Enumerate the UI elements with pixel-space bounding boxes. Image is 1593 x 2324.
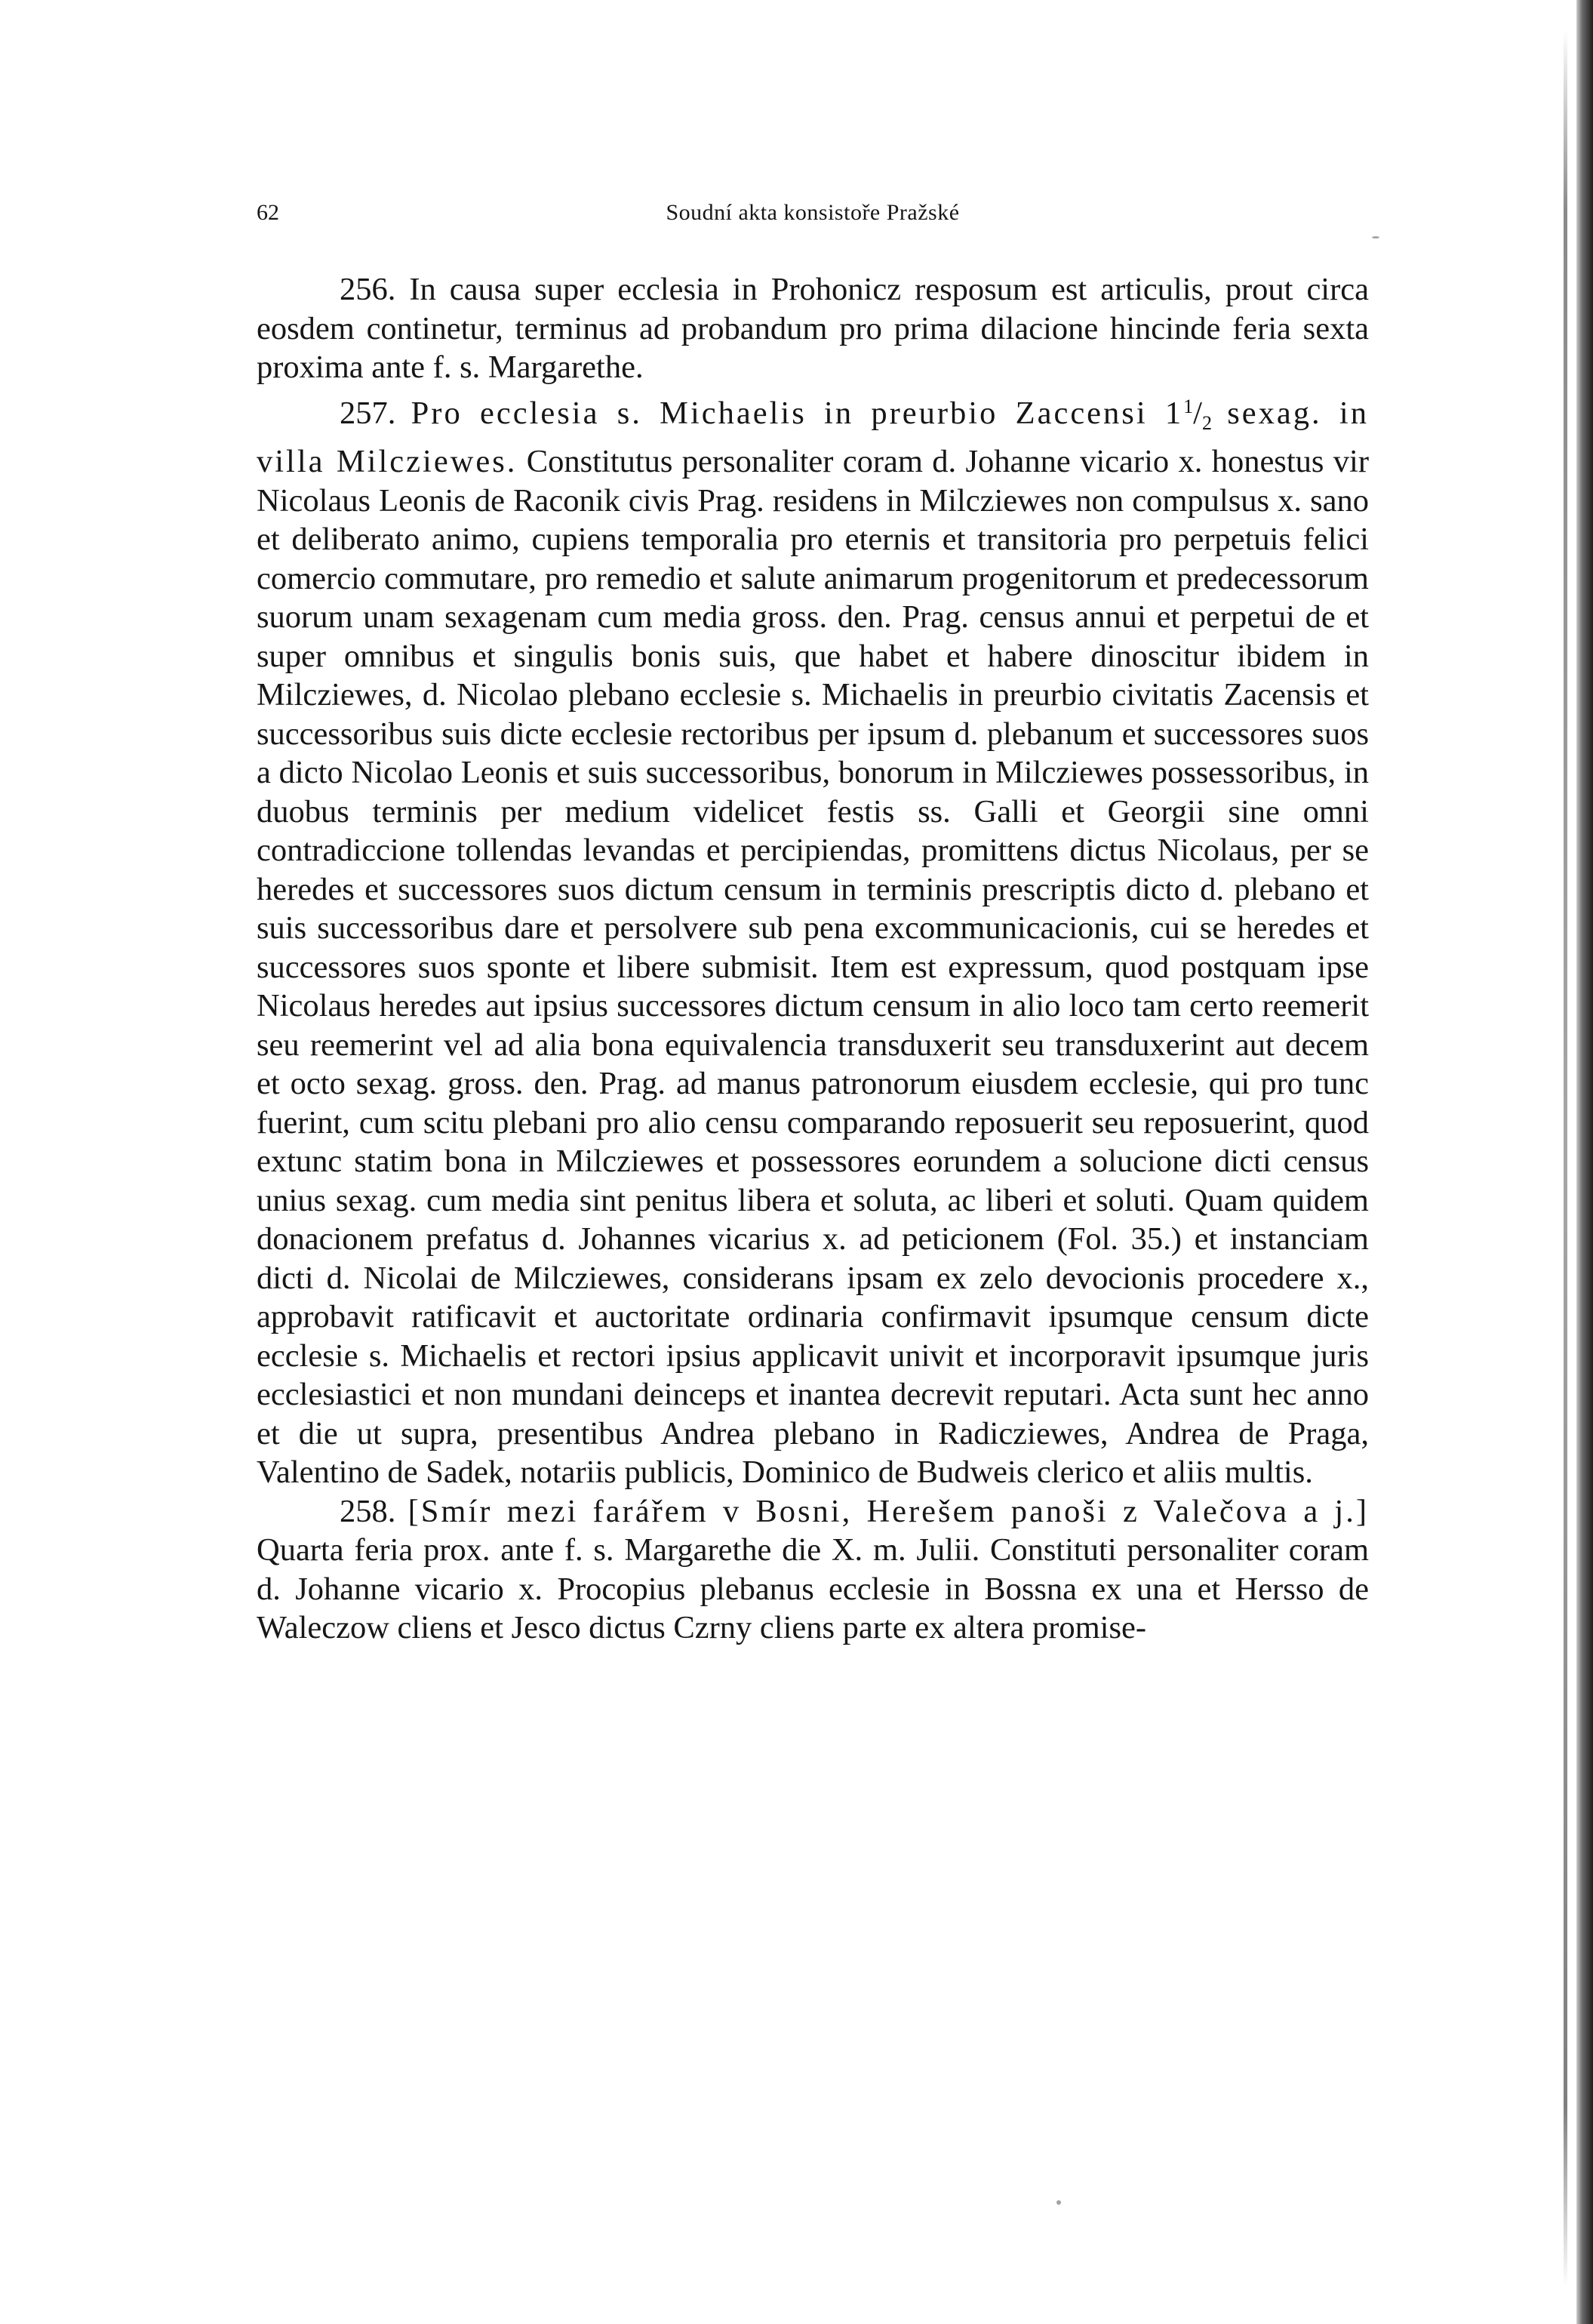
header-title: Soudní akta konsistoře Pražské: [666, 200, 960, 225]
entry-heading-continued: sexag. in villa Milcziewes.: [257, 395, 1369, 479]
entry-number: 256.: [340, 272, 396, 307]
entry-258: [257, 1492, 1369, 1648]
entry-number: 257.: [340, 395, 396, 431]
scan-binding-shadow: [1564, 30, 1567, 2287]
entry-text: Constitutus personaliter coram d. Johanne vicario x. honestus vir Nicolaus Leonis de Raconik civis Prag. residens in Milcziewes non compulsus x. sano et deliberato animo, cupiens temporalia pro eternis et transitoria pro perpetuis felici comercio commutare, pro remedio et salute animarum progenitorum et predecessorum suorum unam sexagenam cum media gross. den. Prag. census annui et perpetui de et super omnibus et singulis bonis suis, que habet et habere dinoscitur ibidem in Milcziewes, d. Nicolao plebano ecclesie s. Michaelis in preurbio civitatis Zacensis et successoribus suis dicte ecclesie rectoribus per ipsum d. plebanum et successores suos a dicto Nicolao Leonis et suis successoribus, bonorum in Milcziewes possessoribus, in duobus terminis per medium videlicet festis ss. Galli et Georgii sine omni contradiccione tollendas levandas et percipiendas, promittens dictus Nicolaus, per se heredes et successores suos dictum censum in terminis prescriptis dicto d. plebano et suis successoribus dare et persolvere sub pena excommunicacionis, cui se heredes et successores suos sponte et libere submisit. Item est expressum, quod postquam ipse Nicolaus heredes aut ipsius successores dictum censum in alio loco tam certo reemerit seu reemerint vel ad alia bona equivalencia transduxerit seu transduxerint aut decem et octo sexag. gross. den. Prag. ad manus patronorum eiusdem ecclesie, qui pro tunc fuerint, cum scitu plebani pro alio censu comparando reposuerit seu reposuerint, quod extunc statim bona in Milcziewes et possessores eorundem a solucione dicti census unius sexag. cum media sint penitus libera et soluta, ac liberi et soluti. Quam quidem donacionem prefatus d. Johannes vicarius x. ad peticionem (Fol. 35.) et instanciam dicti d. Nicolai de Milcziewes, considerans ipsam ex zelo devocionis procedere x., approbavit ratificavit et auctoritate ordinaria confirmavit ipsumque censum dicte ecclesie s. Michaelis et rectori ipsius applicavit univit et incorporavit ipsumque juris ecclesiastici et non mundani deinceps et inantea decrevit reputari. Acta sunt hec anno et die ut supra, presentibus Andrea plebano in Radicziewes, Andrea de Praga, Valentino de Sadek, notariis publicis, Dominico de Budweis clerico et aliis multis.: [257, 444, 1370, 1490]
entry-heading: [Smír mezi farářem v Bosni, Herešem panoši z Valečova a j.]: [407, 1493, 1370, 1529]
page-number: 62: [257, 200, 279, 225]
fraction-denominator: 2: [1201, 411, 1212, 434]
entry-256: [257, 270, 1369, 387]
scan-speck: [1372, 236, 1379, 239]
body-text: [257, 270, 1369, 1648]
scan-border-edge: [1576, 0, 1593, 2324]
entry-text: Quarta feria prox. ante f. s. Margarethe die X. m. Julii. Constituti personaliter coram d. Johanne vicario x. Procopius plebanus ecclesie in Bossna ex una et Hersso de Waleczow cliens et Jesco dictus Czrny cliens parte ex altera promise-: [257, 1532, 1369, 1645]
entry-number: 258.: [340, 1493, 396, 1529]
entry-257: 257. Pro ecclesia s. Michaelis in preurbio Zaccensi $1^1/2$ sexag. in villa Milcziewes. Constitutus personaliter coram d. Johanne vicario x. honestus vir Nicolaus Leonis de Raconik civis Prag. residens in Milcziewes non compulsus x. sano et deliberato animo, cupiens temporalia pro eternis et transitoria pro perpetuis felici comercio commutare, pro remedio et salute animarum progenitorum et predecessorum suorum unam sexagenam cum media gross. den. Prag. census annui et perpetui de et super omnibus et singulis bonis suis, que habet et habere dinoscitur ibidem in Milcziewes, d. Nicolao plebano ecclesie s. Michaelis in preurbio civitatis Zacensis et successoribus suis dicte ecclesie rectoribus per ipsum d. plebanum et successores suos a dicto Nicolao Leonis et suis successoribus, bonorum in Milcziewes possessoribus, in duobus terminis per medium videlicet festis ss. Galli et Georgii sine omni contradiccione tollendas levandas et percipiendas, promittens dictus Nicolaus, per se heredes et successores suos dictum censum in terminis prescriptis dicto d. plebano et suis successoribus dare et persolvere sub pena excommunicacionis, cui se heredes et successores suos sponte et libere submisit. Item est expressum, quod postquam ipse Nicolaus heredes aut ipsius successores dictum censum in alio loco tam certo reemerit seu reemerint vel ad alia bona equivalencia transduxerit seu transduxerint aut decem et octo sexag. gross. den. Prag. ad manus patronorum eiusdem ecclesie, qui pro tunc fuerint, cum scitu plebani pro alio censu comparando reposuerit seu reposuerint, quod extunc statim bona in Milcziewes et possessores eorundem a solucione dicti census unius sexag. cum media sint penitus libera et soluta, ac liberi et soluti. Quam quidem donacionem prefatus d. Johannes vicarius x. ad peticionem (Fol. 35.) et instanciam dicti d. Nicolai de Milcziewes, considerans ipsam ex zelo devocionis procedere x., approbavit ratificavit et auctoritate ordinaria confirmavit ipsumque censum dicte ecclesie s. Michaelis et rectori ipsius applicavit univit et incorporavit ipsumque juris ecclesiastici et non mundani deinceps et inantea decrevit reputari. Acta sunt hec anno et die ut supra, presentibus Andrea plebano in Radicziewes, Andrea de Praga, Valentino de Sadek, notariis publicis, Dominico de Budweis clerico et aliis multis.: [257, 395, 1370, 1490]
scan-speck: [1056, 2200, 1061, 2205]
entry-heading: Pro ecclesia s. Michaelis in preurbio Zaccensi 1: [411, 395, 1184, 431]
entry-text: In causa super ecclesia in Prohonicz resposum est articulis, prout circa eosdem continetur, terminus ad probandum pro prima dilacione hincinde feria sexta proxima ante f. s. Margarethe.: [257, 272, 1369, 385]
fraction-numerator: 1: [1183, 395, 1194, 417]
running-header: [257, 198, 1369, 228]
